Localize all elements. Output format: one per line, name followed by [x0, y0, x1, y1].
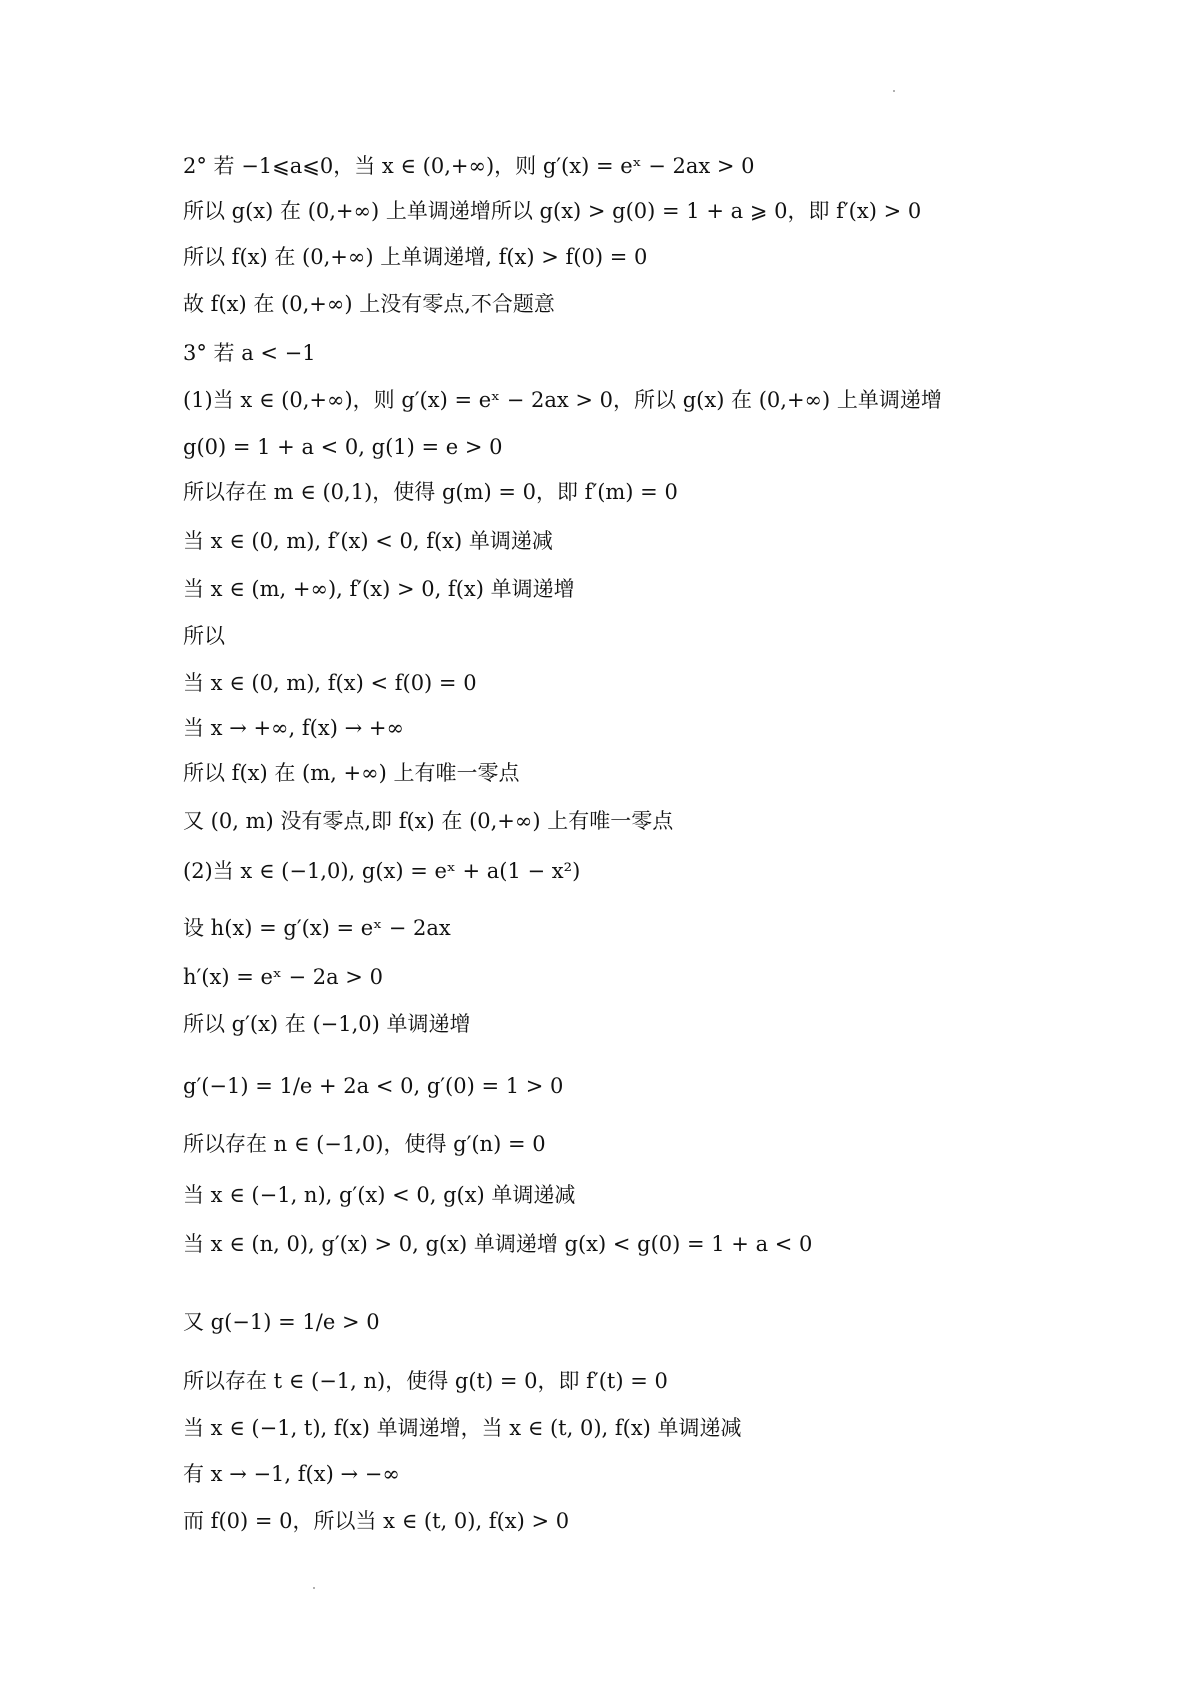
text-line: 所以 f(x) 在 (m, +∞) 上有唯一零点 — [183, 761, 520, 785]
text-line: 故 f(x) 在 (0,+∞) 上没有零点,不合题意 — [183, 292, 555, 316]
text-line: 所以 g(x) 在 (0,+∞) 上单调递增所以 g(x) > g(0) = 1 + a ⩾ 0，即 f′(x) > 0 — [183, 199, 922, 223]
text-line: 2° 若 −1⩽a⩽0，当 x ∈ (0,+∞)，则 g′(x) = eˣ − 2ax > 0 — [183, 154, 755, 178]
text-line: 又 (0, m) 没有零点,即 f(x) 在 (0,+∞) 上有唯一零点 — [183, 809, 674, 833]
fraction-line: 又 g(−1) = 1/e > 0 — [183, 1310, 380, 1334]
text-line: g(0) = 1 + a < 0, g(1) = e > 0 — [183, 435, 503, 459]
text-line: 当 x ∈ (0, m), f(x) < f(0) = 0 — [183, 671, 477, 695]
text-line: 设 h(x) = g′(x) = eˣ − 2ax — [183, 916, 451, 940]
text-line: 所以 — [183, 624, 225, 648]
scan-speck — [313, 1587, 315, 1589]
text-line: 当 x ∈ (−1, t), f(x) 单调递增，当 x ∈ (t, 0), f(x) 单调递减 — [183, 1416, 742, 1440]
text-line: 当 x ∈ (n, 0), g′(x) > 0, g(x) 单调递增 g(x) < g(0) = 1 + a < 0 — [183, 1232, 813, 1256]
text-line: (2)当 x ∈ (−1,0), g(x) = eˣ + a(1 − x²) — [183, 859, 581, 883]
text-line: 有 x → −1, f(x) → −∞ — [183, 1462, 400, 1486]
scan-speck — [893, 90, 895, 92]
text-line: 所以存在 m ∈ (0,1)，使得 g(m) = 0，即 f′(m) = 0 — [183, 480, 678, 504]
text-line: 而 f(0) = 0，所以当 x ∈ (t, 0), f(x) > 0 — [183, 1509, 570, 1533]
fraction-line: g′(−1) = 1/e + 2a < 0, g′(0) = 1 > 0 — [183, 1074, 564, 1098]
text-line: 当 x ∈ (0, m), f′(x) < 0, f(x) 单调递减 — [183, 529, 553, 553]
text-line: 所以 f(x) 在 (0,+∞) 上单调递增, f(x) > f(0) = 0 — [183, 245, 648, 269]
text-line: (1)当 x ∈ (0,+∞)，则 g′(x) = eˣ − 2ax > 0，所以 g(x) 在 (0,+∞) 上单调递增 — [183, 388, 942, 412]
text-line: h′(x) = eˣ − 2a > 0 — [183, 965, 383, 989]
text-line: 3° 若 a < −1 — [183, 341, 316, 365]
text-line: 所以存在 n ∈ (−1,0)，使得 g′(n) = 0 — [183, 1132, 546, 1156]
text-line: 当 x ∈ (m, +∞), f′(x) > 0, f(x) 单调递增 — [183, 577, 575, 601]
text-line: 所以 g′(x) 在 (−1,0) 单调递增 — [183, 1012, 471, 1036]
text-line: 当 x ∈ (−1, n), g′(x) < 0, g(x) 单调递减 — [183, 1183, 576, 1207]
text-line: 当 x → +∞, f(x) → +∞ — [183, 716, 404, 740]
text-line: 所以存在 t ∈ (−1, n)，使得 g(t) = 0，即 f′(t) = 0 — [183, 1369, 668, 1393]
